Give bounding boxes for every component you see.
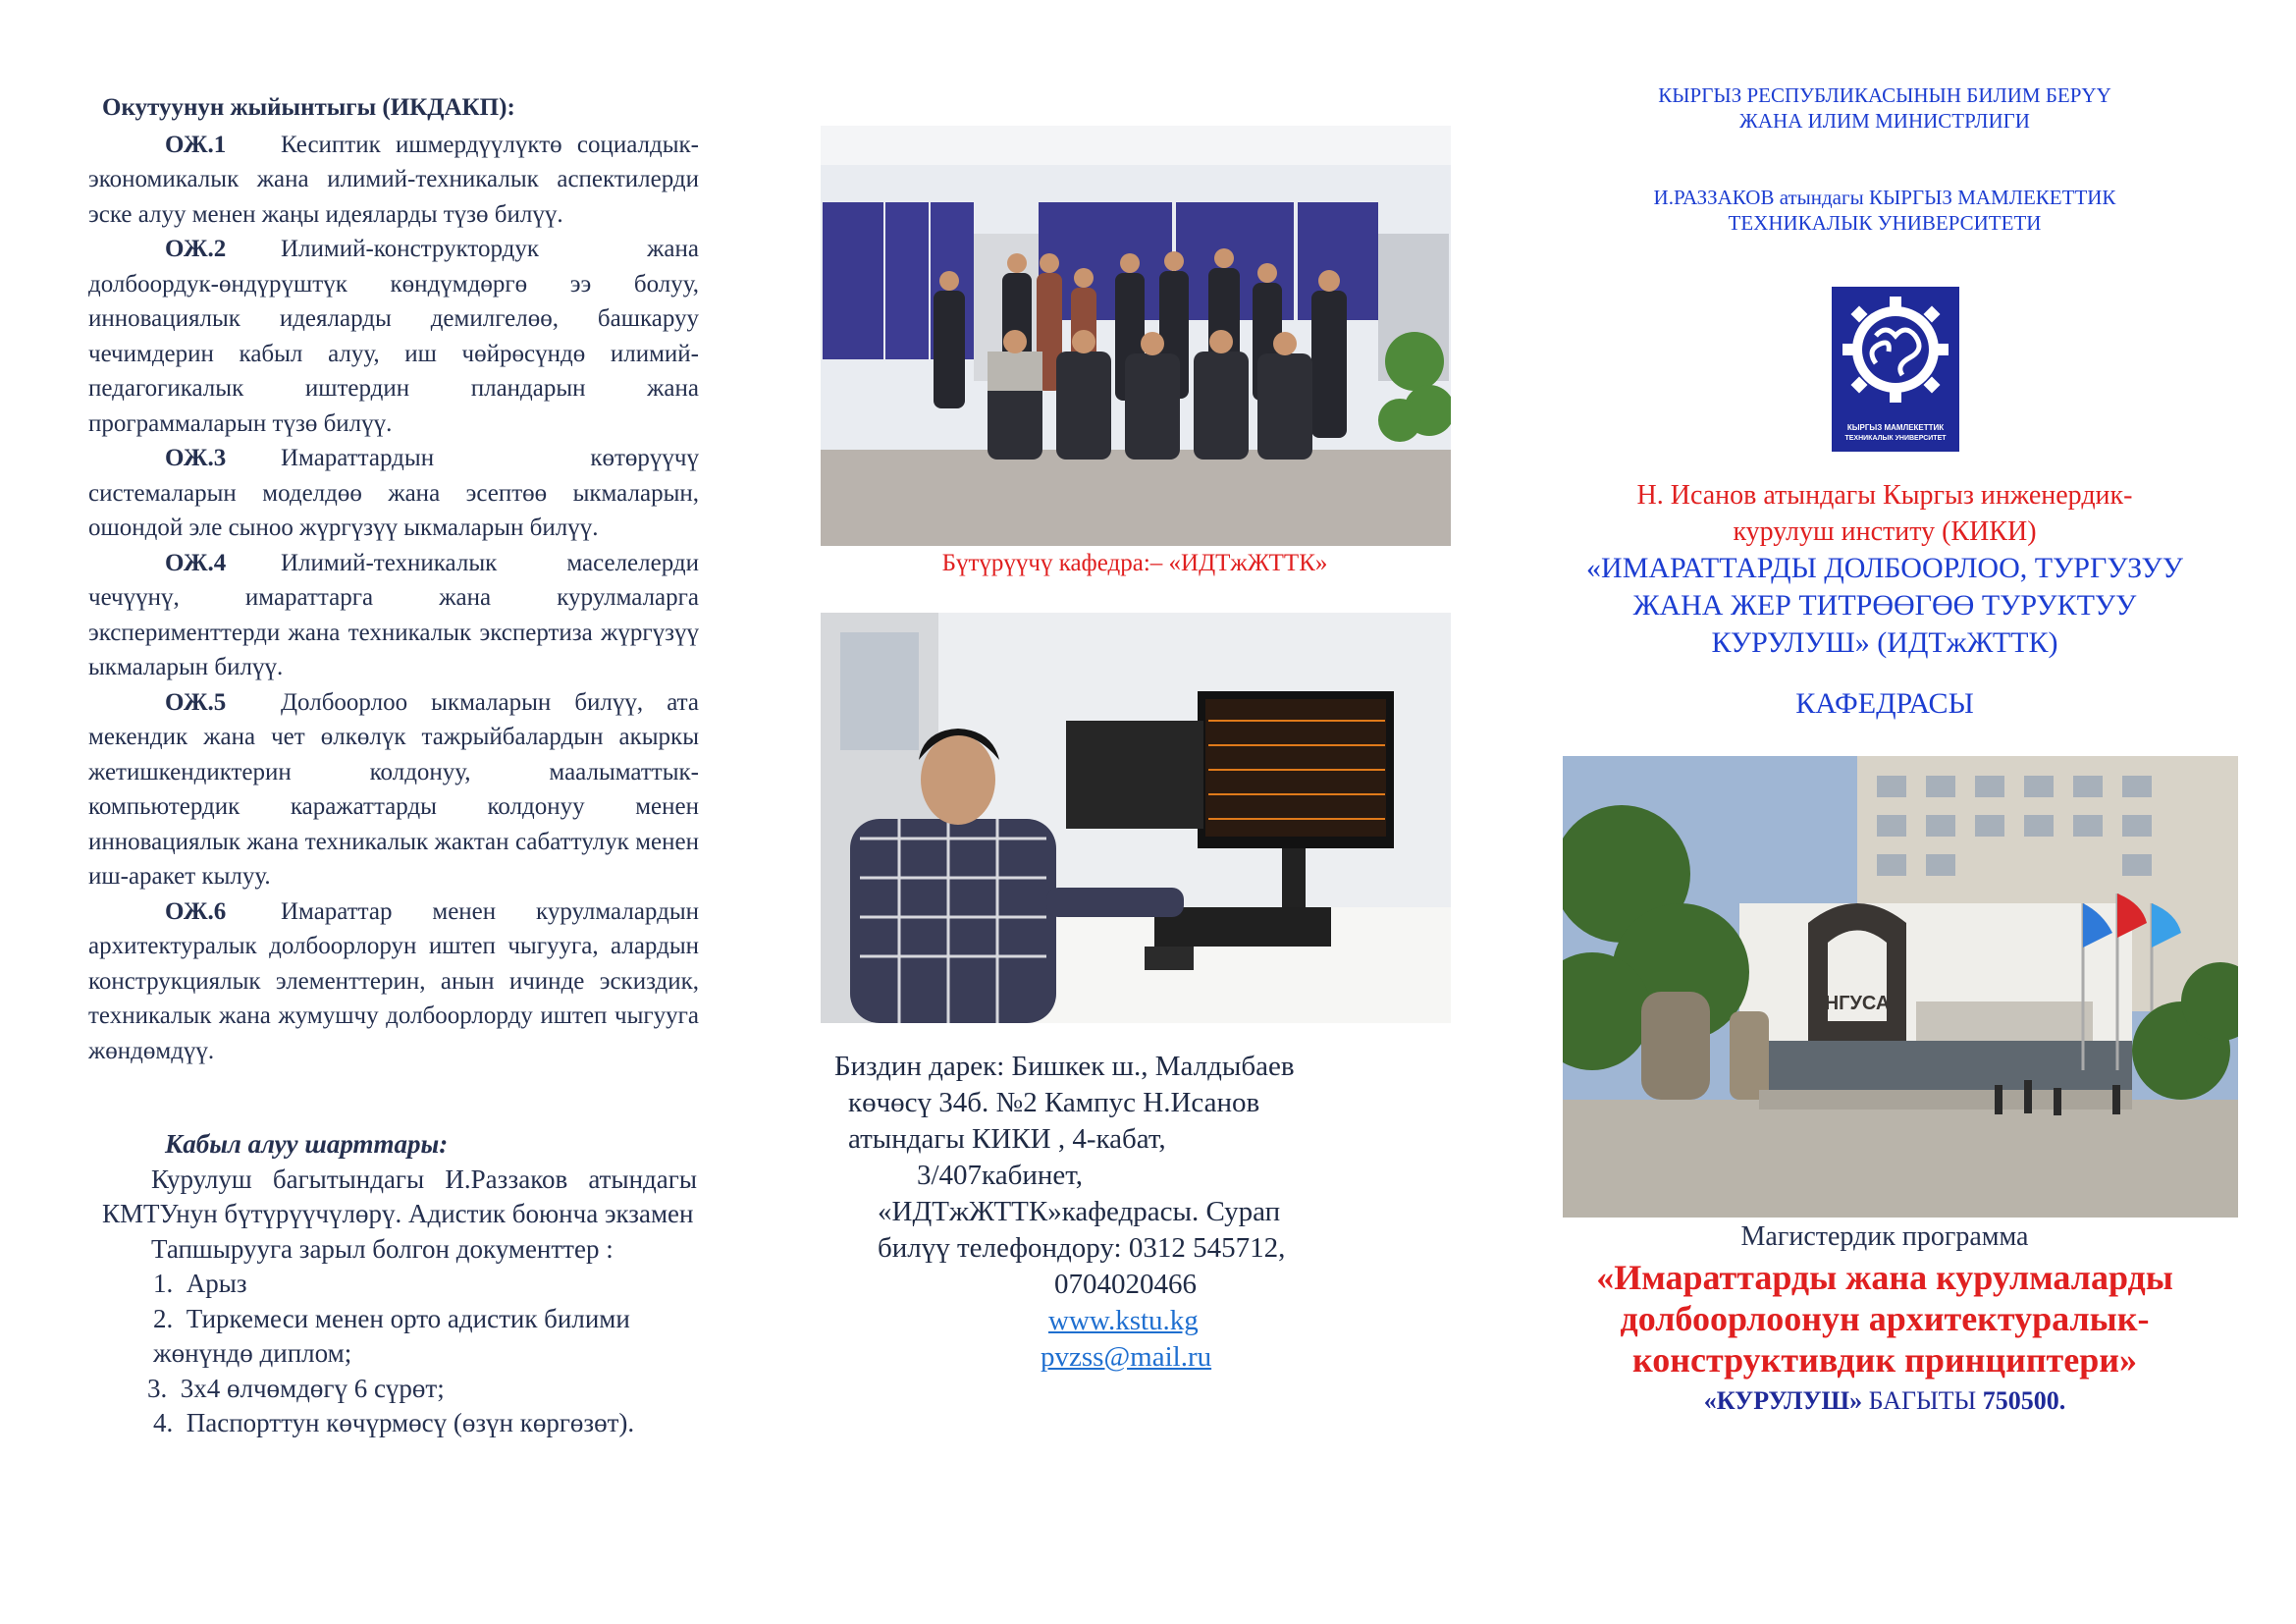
outcome-text: Имараттардын көтөрүүчү системаларын моделдөө жана эсептөө ыкмаларын, ошондой эле сыноо жүргүзүү ыкмаларын билүү. (88, 445, 699, 541)
address-line: көчөсү 34б. №2 Кампус Н.Исанов (848, 1087, 1260, 1118)
document-number: 1. (153, 1269, 174, 1298)
ministry-line: КЫРГЫЗ РЕСПУБЛИКАСЫНЫН БИЛИМ БЕРҮҮ (1658, 83, 2111, 107)
contact-address (834, 1049, 1384, 1376)
documents-list (102, 1267, 697, 1441)
address-line: 3/407кабинет, (917, 1160, 1083, 1191)
direction-middle: БАГЫТЫ (1862, 1386, 1983, 1415)
building-photo-illustration (1563, 756, 2238, 1218)
outcome-item (88, 685, 699, 894)
institute-line: курулуш институ (КИКИ) (1733, 516, 2037, 547)
outcome-code: ОЖ.5 (165, 688, 227, 716)
building-sign: НГУСА (1824, 993, 1891, 1014)
outcome-item (88, 128, 699, 233)
department-line: КУРУЛУШ» (ИДТжЖТТК) (1711, 626, 2058, 659)
document-number: 3. (147, 1373, 168, 1403)
outcome-item (88, 232, 699, 441)
address-line: «ИДТжЖТТК»кафедрасы. Сурап (878, 1196, 1281, 1227)
admission-paragraph: Курулуш багытындагы И.Раззаков атындагы КМТУнун бүтүрүүчүлөрү. Адистик боюнча экзамен (102, 1164, 697, 1228)
logo-text: КЫРГЫЗ МАМЛЕКЕТТИК (1846, 423, 1945, 432)
department-word: КАФЕДРАСЫ (1795, 687, 1974, 720)
department-line: ЖАНА ЖЕР ТИТРӨӨГӨӨ ТУРУКТУУ (1632, 589, 2137, 622)
group-photo-illustration (821, 126, 1451, 546)
outcome-item (88, 894, 699, 1069)
ministry-line: ЖАНА ИЛИМ МИНИСТРЛИГИ (1739, 109, 2030, 133)
program-title-line: конструктивдик принциптери» (1632, 1340, 2137, 1380)
program-title (1551, 1257, 2218, 1380)
document-text: 3х4 өлчөмдөгү 6 сүрөт; (180, 1373, 445, 1403)
document-number: 2. (153, 1303, 174, 1333)
document-item (153, 1267, 697, 1302)
institute-line: Н. Исанов атындагы Кыргыз инженердик- (1636, 480, 2133, 511)
document-number: 4. (153, 1408, 174, 1437)
document-item (147, 1372, 697, 1407)
outcome-text: Имараттар менен курулмалардын архитектуралык долбоорлорун иштеп чыгууга, алардын конструкциялык элементтерин, анын ичинде эскиздик, техникалык жана жумушчу долбоорлорду иштеп чыгууга жөндөмдүү. (88, 897, 699, 1064)
direction-prefix: «КУРУЛУШ» (1703, 1386, 1863, 1415)
outcomes-heading: Окутуунун жыйынтыгы (ИКДАКП): (102, 94, 515, 121)
department-name (1551, 550, 2218, 662)
institute-name (1551, 477, 2218, 550)
ministry-header (1590, 82, 2179, 134)
outcome-text: Кесиптик ишмердүүлүктө социалдык-экономикалык жана илимий-техникалык аспектилерди эске алуу менен жаңы идеяларды түзө билүү. (88, 131, 699, 228)
program-title-line: долбоорлоонун архитектуралык- (1620, 1299, 2150, 1338)
document-text: Арыз (186, 1269, 247, 1298)
outcome-item (88, 546, 699, 685)
outcome-code: ОЖ.3 (165, 445, 227, 471)
outcome-item (88, 441, 699, 546)
address-line: атындагы КИКИ , 4-кабат, (848, 1123, 1166, 1155)
program-label: Магистердик программа (1740, 1221, 2029, 1252)
learning-outcomes-section (88, 90, 699, 1068)
outcome-text: Долбоорлоо ыкмаларын билүү, ата мекендик жана чет өлкөлүк тажрыйбалардын акыркы жетишкендиктерин колдонуу, маалыматтык-компьютердик каражаттарды колдонуу менен инновациялык жана техникалык жактан сабаттулук менен иш-аракет кылуу. (88, 688, 699, 890)
outcome-code: ОЖ.6 (165, 897, 227, 925)
outcome-code: ОЖ.1 (165, 131, 227, 158)
logo-text: ТЕХНИКАЛЫК УНИВЕРСИТЕТ (1844, 435, 1947, 442)
university-line: И.РАЗЗАКОВ атындагы КЫРГЫЗ МАМЛЕКЕТТИК (1653, 186, 2116, 209)
photo1-caption: Бүтүрүүчү кафедра:– «ИДТжЖТТК» (941, 550, 1328, 576)
website-link[interactable]: www.kstu.kg (1048, 1305, 1199, 1336)
building-photo (1563, 756, 2238, 1218)
university-logo (1832, 287, 1959, 452)
outcome-code: ОЖ.4 (165, 549, 227, 576)
group-photo (821, 126, 1451, 546)
phone-line: 0704020466 (1054, 1269, 1197, 1300)
direction-code: 750500. (1982, 1386, 2066, 1415)
documents-title: Тапшырууга зарыл болгон документтер : (151, 1233, 614, 1264)
phone-line: билүү телефондору: 0312 545712, (878, 1232, 1286, 1264)
address-line: Биздин дарек: Бишкек ш., Малдыбаев (834, 1051, 1295, 1082)
university-line: ТЕХНИКАЛЫК УНИВЕРСИТЕТИ (1728, 211, 2042, 235)
program-title-line: «Имараттарды жана курулмаларды (1596, 1258, 2173, 1297)
outcome-text: Илимий-конструктордук жана долбоордук-өндүрүштүк көндүмдөргө ээ болуу, инновациялык идеяларды демилгелөө, башкаруу чечимдерин кабыл алуу, иш чөйрөсүндө илимий-педагогикалык иштердин пландарын жана программаларын түзө билүү. (88, 236, 699, 437)
document-item (153, 1302, 697, 1372)
student-photo-illustration (821, 613, 1451, 1023)
outcome-text: Илимий-техникалык маселелерди чечүүнү, имараттарга жана курулмаларга эксперименттерди жана техникалык экспертиза жүргүзүү ыкмаларын билүү. (88, 549, 699, 680)
document-text: Тиркемеси менен орто адистик билими жөнүндө диплом; (153, 1303, 630, 1368)
document-text: Паспорттун көчүрмөсү (өзүн көргөзөт). (186, 1408, 635, 1437)
admission-title: Кабыл алуу шарттары: (165, 1129, 449, 1159)
department-line: «ИМАРАТТАРДЫ ДОЛБООРЛОО, ТУРГУЗУУ (1586, 552, 2183, 584)
document-item (153, 1406, 697, 1441)
outcome-code: ОЖ.2 (165, 236, 227, 262)
university-header (1590, 185, 2179, 236)
student-photo (821, 613, 1451, 1023)
gear-emblem-icon (1832, 287, 1959, 452)
admission-section (102, 1127, 697, 1441)
email-link[interactable]: pvzss@mail.ru (1041, 1341, 1212, 1373)
program-direction (1551, 1386, 2218, 1416)
